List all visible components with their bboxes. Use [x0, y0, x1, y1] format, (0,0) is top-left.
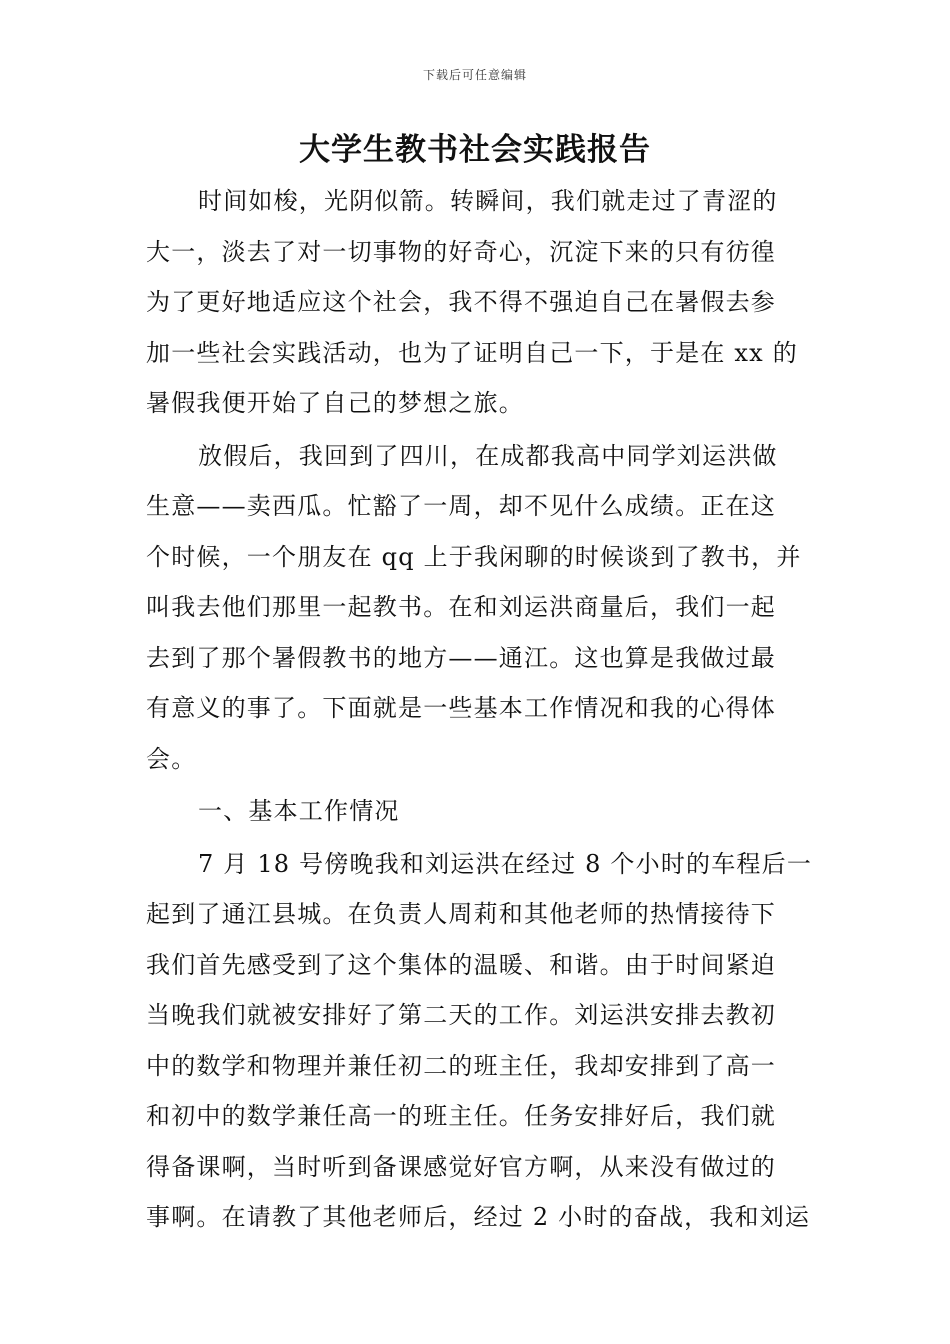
text-line: 去到了那个暑假教书的地方——通江。这也算是我做过最	[146, 643, 776, 672]
text-line: 叫我去他们那里一起教书。在和刘运洪商量后，我们一起	[146, 593, 776, 621]
text-line: 个时候，一个朋友在 qq 上于我闲聊的时候谈到了教书，并	[146, 542, 802, 571]
text-line: 有意义的事了。下面就是一些基本工作情况和我的心得体	[146, 694, 776, 722]
header-note: 下载后可任意编辑	[422, 68, 527, 82]
text-line: 会。	[146, 744, 197, 773]
text-line: 时间如梭，光阴似箭。转瞬间，我们就走过了青涩的	[198, 187, 778, 215]
text-line: 起到了通江县城。在负责人周莉和其他老师的热情接待下	[146, 900, 776, 928]
text-line: 中的数学和物理并兼任初二的班主任，我却安排到了高一	[146, 1051, 776, 1080]
text-line: 放假后，我回到了四川，在成都我高中同学刘运洪做	[198, 441, 778, 470]
text-line: 一、基本工作情况	[198, 797, 400, 825]
text-line: 暑假我便开始了自己的梦想之旅。	[146, 389, 524, 417]
paragraph-work	[146, 839, 813, 1243]
text-line: 我们首先感受到了这个集体的温暖、和谐。由于时间紧迫	[146, 950, 776, 979]
text-line: 加一些社会实践活动，也为了证明自己一下，于是在 xx 的	[146, 338, 798, 367]
paragraph-vacation	[146, 431, 810, 785]
text-line: 当晚我们就被安排好了第二天的工作。刘运洪安排去教初	[146, 1001, 776, 1029]
text-line: 7 月 18 号傍晚我和刘运洪在经过 8 个小时的车程后一	[198, 849, 813, 878]
text-line: 为了更好地适应这个社会，我不得不强迫自己在暑假去参	[146, 288, 776, 316]
document-title: 大学生教书社会实践报告	[299, 132, 651, 168]
text-line: 事啊。在请教了其他老师后，经过 2 小时的奋战，我和刘运	[146, 1203, 811, 1231]
section-heading	[146, 786, 810, 837]
text-line: 生意——卖西瓜。忙豁了一周，却不见什么成绩。正在这	[146, 492, 776, 520]
text-line: 和初中的数学兼任高一的班主任。任务安排好后，我们就	[146, 1102, 776, 1130]
paragraph-intro	[146, 176, 810, 429]
text-line: 大一，淡去了对一切事物的好奇心，沉淀下来的只有彷徨	[146, 237, 776, 266]
document-body	[146, 176, 813, 1245]
text-line: 得备课啊，当时听到备课感觉好官方啊，从来没有做过的	[146, 1152, 776, 1181]
